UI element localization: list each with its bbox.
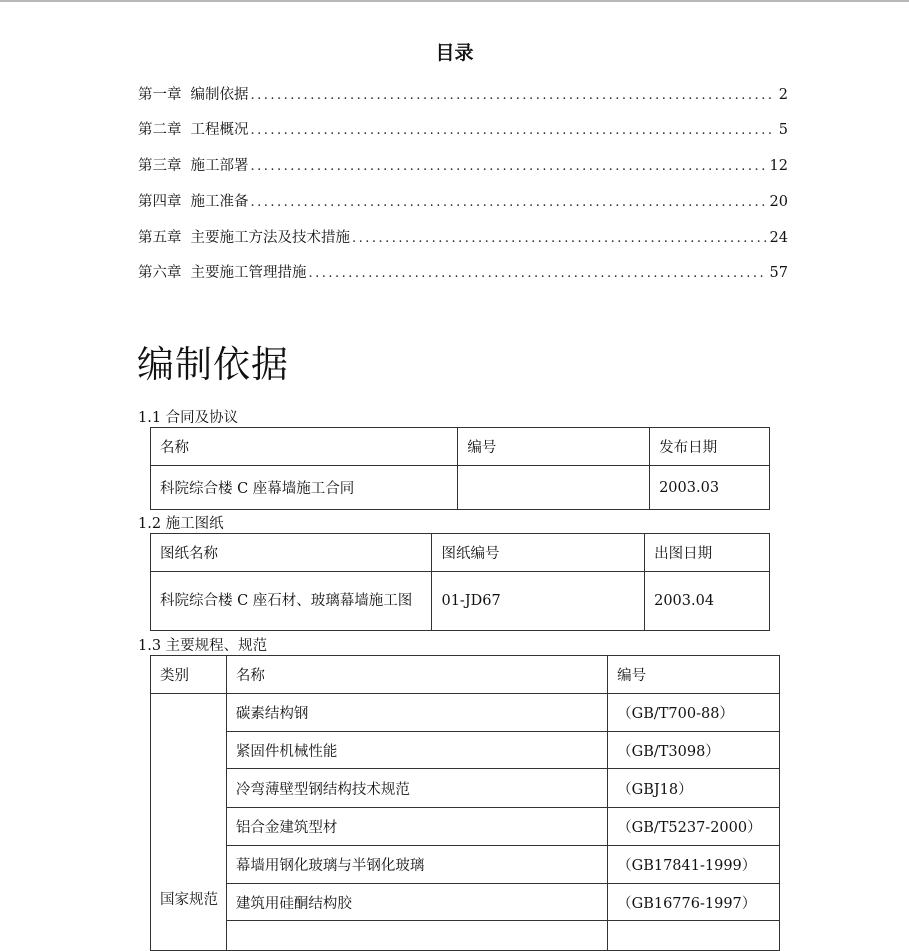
toc-chapter-number: 第五章 [138, 230, 182, 246]
table-cell: （GB17841-1999） [608, 846, 780, 884]
toc-page-number: 2 [778, 87, 788, 103]
toc-chapter-number: 第一章 [138, 87, 182, 103]
table-header-row [151, 428, 770, 466]
table-cell: 建筑用硅酮结构胶 [226, 884, 607, 921]
table-header-cell: 类别 [151, 656, 227, 694]
table-header-row [151, 656, 780, 694]
table-header-cell: 出图日期 [645, 534, 770, 572]
table-cell: 紧固件机械性能 [226, 732, 607, 769]
toc-page-number: 57 [769, 265, 788, 281]
table-row [151, 769, 780, 808]
contract-table [150, 427, 770, 510]
table-cell: （GBJ18） [608, 769, 780, 808]
table-cell: 2003.03 [650, 466, 770, 510]
table-row [151, 884, 780, 921]
toc-page-number: 24 [769, 230, 788, 246]
chapter-heading: 编制依据 [137, 343, 289, 386]
toc-entry[interactable] [138, 154, 788, 176]
table-header-cell: 发布日期 [650, 428, 770, 466]
toc-chapter-number: 第四章 [138, 194, 182, 210]
toc-chapter-number: 第二章 [138, 122, 182, 138]
table-cell [226, 921, 607, 951]
toc-dot-leader [309, 266, 766, 281]
table-cell [608, 921, 780, 951]
table-header-cell: 名称 [226, 656, 607, 694]
toc-dot-leader [251, 123, 775, 138]
toc-dot-leader [352, 231, 766, 246]
drawings-table [150, 533, 770, 631]
toc-entry[interactable] [138, 190, 788, 212]
table-cell: 碳素结构钢 [226, 694, 607, 732]
table-cell: 科院综合楼 C 座石材、玻璃幕墙施工图 [151, 572, 432, 631]
category-cell: 国家规范 [151, 694, 227, 951]
section-title: 1.3 主要规程、规范 [138, 638, 268, 654]
table-row [151, 694, 780, 732]
table-header-cell: 编号 [608, 656, 780, 694]
table-cell: 铝合金建筑型材 [226, 808, 607, 846]
table-cell: （GB16776-1997） [608, 884, 780, 921]
table-row [151, 466, 770, 510]
table-row [151, 732, 780, 769]
table-cell: 01-JD67 [432, 572, 645, 631]
table-row [151, 572, 770, 631]
table-cell [458, 466, 650, 510]
toc-entry[interactable] [138, 226, 788, 248]
toc-chapter-title: 施工部署 [190, 158, 249, 174]
toc-dot-leader [251, 195, 766, 210]
toc-chapter-number: 第三章 [138, 158, 182, 174]
section-title: 1.2 施工图纸 [138, 516, 224, 532]
toc-entry[interactable] [138, 83, 788, 105]
toc-chapter-title: 主要施工方法及技术措施 [190, 230, 350, 246]
page-top-border [0, 0, 909, 2]
toc-chapter-number: 第六章 [138, 265, 182, 281]
table-row [151, 921, 780, 951]
table-cell: 冷弯薄壁型钢结构技术规范 [226, 769, 607, 808]
toc-entry[interactable] [138, 118, 788, 140]
table-cell: （GB/T700-88） [608, 694, 780, 732]
table-row [151, 846, 780, 884]
section-title: 1.1 合同及协议 [138, 410, 239, 426]
table-header-row [151, 534, 770, 572]
table-cell: 2003.04 [645, 572, 770, 631]
toc-dot-leader [251, 88, 775, 103]
toc-entry[interactable] [138, 261, 788, 283]
toc-chapter-title: 工程概况 [190, 122, 249, 138]
table-cell: （GB/T3098） [608, 732, 780, 769]
table-header-cell: 编号 [458, 428, 650, 466]
toc-page-number: 5 [778, 122, 788, 138]
table-header-cell: 名称 [151, 428, 458, 466]
toc-chapter-title: 主要施工管理措施 [190, 265, 307, 281]
toc-page-number: 12 [769, 158, 788, 174]
table-cell: 科院综合楼 C 座幕墙施工合同 [151, 466, 458, 510]
table-header-cell: 图纸名称 [151, 534, 432, 572]
table-row [151, 808, 780, 846]
standards-table [150, 655, 780, 951]
table-cell: 幕墙用钢化玻璃与半钢化玻璃 [226, 846, 607, 884]
toc-page-number: 20 [769, 194, 788, 210]
toc-title: 目录 [435, 42, 474, 64]
table-header-cell: 图纸编号 [432, 534, 645, 572]
table-cell: （GB/T5237-2000） [608, 808, 780, 846]
toc-dot-leader [251, 159, 766, 174]
toc-chapter-title: 编制依据 [190, 87, 249, 103]
toc-chapter-title: 施工准备 [190, 194, 249, 210]
